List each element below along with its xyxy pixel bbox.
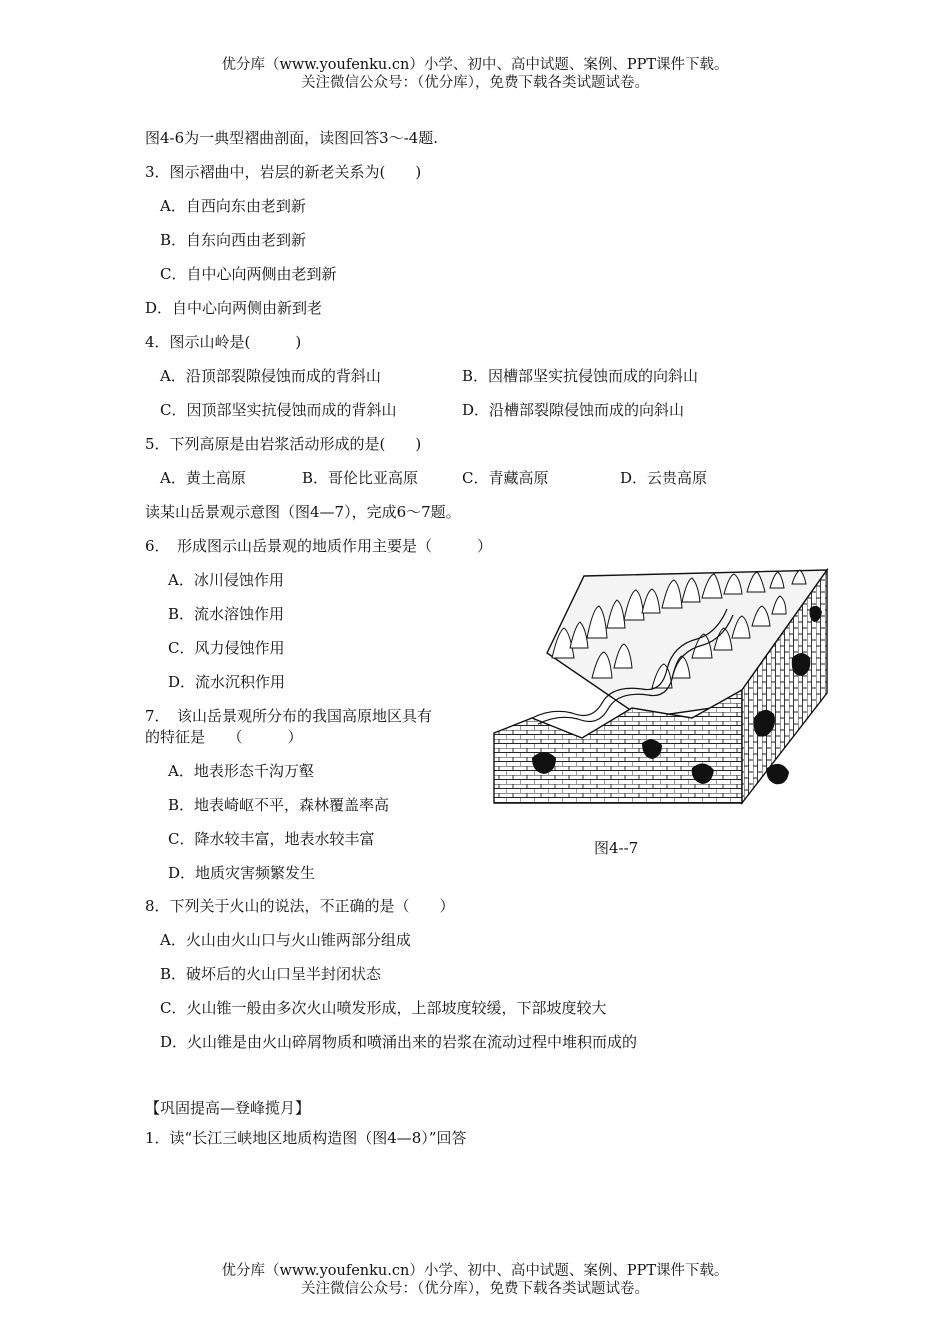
q3-option-b: B．自东向西由老到新 xyxy=(160,231,307,249)
intro-fig-4-6: 图4-6为一典型褶曲剖面，读图回答3～-4题. xyxy=(145,129,439,147)
q5-option-d: D．云贵高原 xyxy=(620,469,708,487)
q6-option-d: D．流水沉积作用 xyxy=(168,673,286,691)
page-header xyxy=(0,56,950,92)
q5-option-a: A．黄土高原 xyxy=(160,469,246,487)
q4-stem: 4．图示山岭是( ) xyxy=(145,333,302,351)
q6-option-a: A．冰川侵蚀作用 xyxy=(168,571,284,589)
header-line-2: 关注微信公众号：（优分库），免费下载各类试题试卷。 xyxy=(301,75,649,91)
q3-option-c: C．自中心向两侧由老到新 xyxy=(160,265,337,283)
q7-stem-line-2: 的特征是 （ ） xyxy=(145,728,303,746)
q3-stem: 3．图示褶曲中，岩层的新老关系为( ) xyxy=(145,163,422,181)
q4-option-c: C．因顶部坚实抗侵蚀而成的背斜山 xyxy=(160,401,397,419)
q6-option-b: B．流水溶蚀作用 xyxy=(168,605,285,623)
q5-stem: 5．下列高原是由岩浆活动形成的是( ) xyxy=(145,435,422,453)
section-title: 【巩固提高—登峰揽月】 xyxy=(145,1099,311,1117)
header-line-1: 优分库（www.youfenku.cn）小学、初中、高中试题、案例、PPT课件下载。 xyxy=(221,57,729,73)
footer-line-1: 优分库（www.youfenku.cn）小学、初中、高中试题、案例、PPT课件下载。 xyxy=(221,1263,729,1279)
q8-option-b: B．破坏后的火山口呈半封闭状态 xyxy=(160,965,382,983)
q8-option-a: A．火山由火山口与火山锥两部分组成 xyxy=(160,931,411,949)
figure-caption: 图4--7 xyxy=(594,839,639,857)
q6-option-c: C．风力侵蚀作用 xyxy=(168,639,285,657)
q7-option-d: D．地质灾害频繁发生 xyxy=(168,864,316,882)
q7-option-a: A．地表形态千沟万壑 xyxy=(168,762,314,780)
q8-option-d: D．火山锥是由火山碎屑物质和喷涌出来的岩浆在流动过程中堆积而成的 xyxy=(160,1033,638,1051)
q8-option-c: C．火山锥一般由多次火山喷发形成，上部坡度较缓，下部坡度较大 xyxy=(160,999,607,1017)
q6-stem: 6． 形成图示山岳景观的地质作用主要是（ ） xyxy=(145,537,493,555)
q3-option-d: D．自中心向两侧由新到老 xyxy=(145,299,323,317)
q7-option-c: C．降水较丰富，地表水较丰富 xyxy=(168,830,375,848)
q5-option-b: B．哥伦比亚高原 xyxy=(302,469,419,487)
footer-line-2: 关注微信公众号：（优分库），免费下载各类试题试卷。 xyxy=(301,1281,649,1297)
karst-landscape-figure xyxy=(492,568,837,806)
q4-option-b: B．因槽部坚实抗侵蚀而成的向斜山 xyxy=(462,367,699,385)
q8-stem: 8．下列关于火山的说法，不正确的是（ ） xyxy=(145,897,455,915)
q4-option-d: D．沿槽部裂隙侵蚀而成的向斜山 xyxy=(462,401,685,419)
q4-option-a: A．沿顶部裂隙侵蚀而成的背斜山 xyxy=(160,367,381,385)
q7-stem-line-1: 7． 该山岳景观所分布的我国高原地区具有 xyxy=(145,707,433,725)
intro-fig-4-7: 读某山岳景观示意图（图4—7），完成6～7题。 xyxy=(145,503,461,521)
q5-option-c: C．青藏高原 xyxy=(462,469,549,487)
page-footer xyxy=(0,1262,950,1298)
q7-option-b: B．地表崎岖不平，森林覆盖率高 xyxy=(168,796,390,814)
q1-next-stem: 1．读“长江三峡地区地质构造图（图4—8）”回答 xyxy=(145,1129,467,1147)
q3-option-a: A．自西向东由老到新 xyxy=(160,197,306,215)
